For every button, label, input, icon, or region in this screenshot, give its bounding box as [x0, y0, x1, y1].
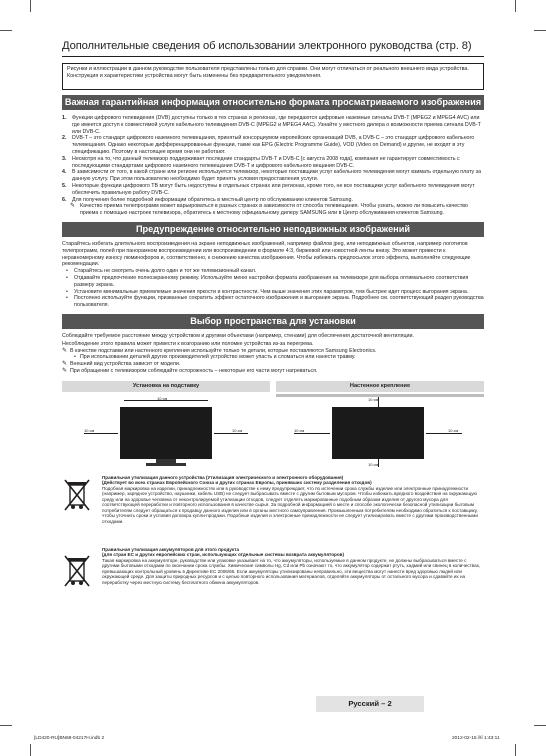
clearance-label-right: 10 см — [448, 427, 459, 433]
page-title: Дополнительные сведения об использовании электронного руководства (стр. 8) — [62, 40, 484, 57]
weee-text — [102, 475, 484, 525]
memo-note — [62, 203, 484, 217]
list-item — [62, 183, 484, 197]
tv-stand-base — [146, 463, 186, 466]
item-text: Некоторые функции цифрового ТВ могут быть недоступны в отдельных странах или регионах, кроме того, не все поставщики услуг кабельного телевидения могут обеспечить правильную работу DVB-C. — [72, 182, 475, 196]
weee-subheading: (Действует во всех странах Европейского Союза и других странах Европы, принявших систему разделения отходов) — [102, 480, 372, 486]
list-item: • Постоянно используйте функции, призванные сократить эффект остаточного изображения и выгорания экрана. Подробнее см. соответствующий раздел руководства пользователя. — [62, 295, 484, 309]
crop-mark — [30, 0, 31, 12]
item-number: 2. — [62, 135, 67, 142]
weee-heading: Правильная утилизация данного устройства (Утилизация электрического и электронного оборудования) — [102, 474, 344, 480]
memo-text: При обращении с телевизором соблюдайте осторожность – некоторые его части могут нагреваться. — [70, 367, 318, 374]
clearance-label-left: 10 см — [84, 427, 95, 433]
crop-mark — [534, 30, 546, 31]
item-text: В зависимости от того, в какой стране или регионе используется телевизор, некоторые поставщики услуг кабельного телевидения могут взимать отдельную плату за данную услугу. При этом пользователю необходимо будет принять условия предоставления услуги. — [72, 169, 482, 183]
clearance-label-top: 10 см — [157, 395, 168, 401]
battery-heading: Правильная утилизация аккумуляторов для этого продукта — [102, 546, 240, 552]
list-item — [62, 135, 484, 155]
list-item — [62, 156, 484, 170]
crop-mark — [0, 725, 12, 726]
section-header-warranty: Важная гарантийная информация относительно формата просматриваемого изображения — [62, 95, 484, 110]
clearance-label-right: 10 см — [232, 427, 243, 433]
memo-icon: ✎ — [70, 203, 76, 210]
memo-text: Качество приема телепрограмм может варьироваться в разных странах в зависимости от способа телевещания. Чтобы узнать, можно ли повысить качество приема с помощью настроек телевизора, обратитесь к местному официальному дилеру SAMSUNG или в Центр обслуживания клиентов Samsung. — [80, 203, 468, 217]
manual-page — [62, 40, 484, 593]
item-number: 6. — [62, 196, 67, 203]
still-image-tips — [62, 268, 484, 309]
crop-mark — [30, 744, 31, 756]
clearance-label-top: 10 см — [368, 396, 379, 402]
stand-install-label: Установка на подставку — [62, 381, 270, 392]
list-item — [62, 197, 484, 204]
weee-body: Подобная маркировка на изделии, принадлежностях или в руководстве к нему предупреждает, что по истечении срока службы изделие или электронные принадлежности (например, зарядное устройство, наушники, кабель USB) не следует выбрасывать вместе с другим бытовым мусором. Чтобы избежать вредного воздействия на окружающую среду или на здоровье человека от неконтролируемой утилизации отходов, следует отделять маркированные подобным образом изделия от другого мусора для соответствующей переработки и повторного использования в качестве сырья. За подробной информацией о месте и способе экологически безопасной утилизации бытовым потребителям следует обращаться к продавцу данного изделия или в органы местного самоуправления. Промышленным потребителям необходимо обратиться к поставщику, чтобы уточнить сроки и условия договора купли-продажи. Подобные изделия и электронные принадлежности не следует утилизировать вместе с другими производственными отходами. — [102, 485, 478, 524]
memo-note — [62, 361, 484, 368]
battery-bin-icon — [62, 553, 92, 589]
item-number: 4. — [62, 169, 67, 176]
tv-wall-mounted — [332, 407, 424, 459]
item-text: Несмотря на то, что данный телевизор поддерживает последние стандарты DVB-T и DVB-C [с августа 2008 года], компания не гарантирует совместимость с последующими стандартами цифрового наземного телевещания DVB-T и цифрового кабельного вещания DVB-C. — [72, 155, 460, 169]
item-number: 3. — [62, 155, 67, 162]
disclaimer-box: Рисунки и иллюстрации в данном руководстве пользователя представлены только для справки. Они могут отличаться от реального внешнего вида устройства. Конструкция и характеристики устройства могут быть изменены без предварительного уведомления. — [62, 63, 484, 90]
wall — [276, 394, 484, 397]
battery-text — [102, 547, 484, 586]
item-text: Функции цифрового телевидения (DVB) доступны только в тех странах и регионах, где передаются цифровые наземные сигналы DVB-T (MPEG2 и MPEG4 AVC) или где имеется доступ к совместимой услуге кабельного телевидения DVB-C (MPEG2 и MPEG4 AAC). Узнайте у местного дилера о возможности приема сигнала DVB-T или DVB-C. — [72, 115, 481, 135]
memo-text: В качестве подставки или настенного крепления используйте только те детали, которые поставляются Samsung Electronics. — [70, 347, 377, 354]
section-header-still-image: Предупреждение относительно неподвижных изображений — [62, 222, 484, 237]
wall-mount-label: Настенное крепление — [276, 381, 484, 392]
print-slug-left: [LD420-RU]BN68-04217H.indb 2 — [34, 736, 105, 741]
list-item: • Отдавайте предпочтение полноэкранному режиму. Используйте меню настройки формата изображения на телевизоре для выбора оптимального соответствия размеру экрана. — [62, 275, 484, 289]
clearance-label-bottom: 10 см — [368, 461, 379, 467]
battery-subheading: (для стран ЕС и других европейских стран, использующих отдельные системы возврата аккумуляторов) — [102, 552, 344, 558]
list-item — [62, 169, 484, 183]
list-item: • Установите минимальные приемлемые значения яркости и контрастности. Чем выше значения этих параметров, тем быстрее идет процесс выгорания экрана. — [62, 289, 484, 296]
list-item: • Старайтесь не смотреть очень долго один и тот же телевизионный канал. — [62, 268, 484, 275]
item-number: 1. — [62, 115, 67, 121]
disposal-section — [62, 475, 484, 593]
clearance-label-left: 10 см — [294, 427, 305, 433]
item-number: 5. — [62, 182, 67, 189]
clearance-arrow-left — [294, 433, 330, 434]
section-header-install-space: Выбор пространства для установки — [62, 314, 484, 329]
clearance-arrow-right — [214, 433, 248, 434]
item-text: DVB-T – это стандарт цифрового наземного телевещания, принятый консорциумом европейских организаций DVB, а DVB-C – это стандарт цифрового кабельного телевещания. Однако некоторые дифференцированные функции, такие как EPG (Electric Programme Guide), VOD (Video on Demand) и другие, не входят в эту спецификацию. Поэтому в настоящее время они не работают. — [72, 135, 475, 155]
print-slug-right: 2012-02-15 ￼ 1:43:11 — [452, 736, 500, 741]
clearance-arrow-right — [426, 433, 462, 434]
memo-note — [62, 368, 484, 375]
crop-mark — [534, 725, 546, 726]
clearance-arrow-left — [84, 433, 118, 434]
battery-body: Такая маркировка на аккумуляторе, руководстве или упаковке указывает на то, что аккумуляторы, используемые в данном продукте, не должны выбрасываться вместе с другими бытовыми отходами по окончании срока службы. Химические символы Hg, Cd или Pb означают то, что аккумулятор содержит ртуть, кадмий или свинец в количествах, превышающих контрольный уровень в Директиве ЕС 2006/66. Если аккумуляторы утилизированы неправильно, эти вещества могут нанести вред здоровью людей или окружающей среде. Для защиты природных ресурсов и с целью повторного использования материалов, отделяйте аккумуляторы от остального мусора и сдавайте их на переработку через местную систему бесплатного обмена аккумуляторов. — [102, 557, 481, 585]
item-text: Для получения более подробной информации обратитесь в местный центр по обслуживанию клиентов Samsung. — [72, 196, 353, 203]
install-paragraph-2: Несоблюдение этого правила может привести к возгоранию или поломке устройства из-за перегрева. — [62, 340, 314, 347]
crop-mark — [515, 0, 516, 12]
memo-icon: ✎ — [62, 361, 68, 368]
crop-mark — [515, 744, 516, 756]
installation-diagram — [62, 381, 484, 469]
memo-icon: ✎ — [62, 347, 68, 354]
memo-text: Внешний вид устройства зависит от модели. — [70, 361, 181, 368]
crop-mark — [0, 30, 12, 31]
install-paragraph-1: Соблюдайте требуемое расстояние между устройством и другими объектами (например, стенами) для обеспечения достаточной вентиляции. — [62, 332, 414, 339]
page-footer-language: Русский – 2 — [316, 696, 424, 712]
warranty-list — [62, 115, 484, 203]
crossed-bin-icon — [62, 477, 92, 513]
list-item — [62, 115, 484, 135]
tv-on-stand — [120, 407, 212, 459]
sub-bullet: • При использовании деталей других производителей устройство может упасть и сломаться или нанести травму. — [62, 354, 484, 361]
still-image-paragraph: Старайтесь избегать длительного воспроизведения на экране неподвижных изображений, например файлов jpeg, или неподвижных объектов, например логотипов телепрограмм, полей при панорамном воспроизведении или воспроизведении в формате 4:3, биржевой или новостной ленты внизу. Это может привести к неравномерному износу люминофоров и, соответственно, к снижению качества изображения. Чтобы избежать предпосылок этого эффекта, выполняйте следующие рекомендации. — [62, 240, 471, 268]
memo-icon: ✎ — [62, 367, 68, 374]
